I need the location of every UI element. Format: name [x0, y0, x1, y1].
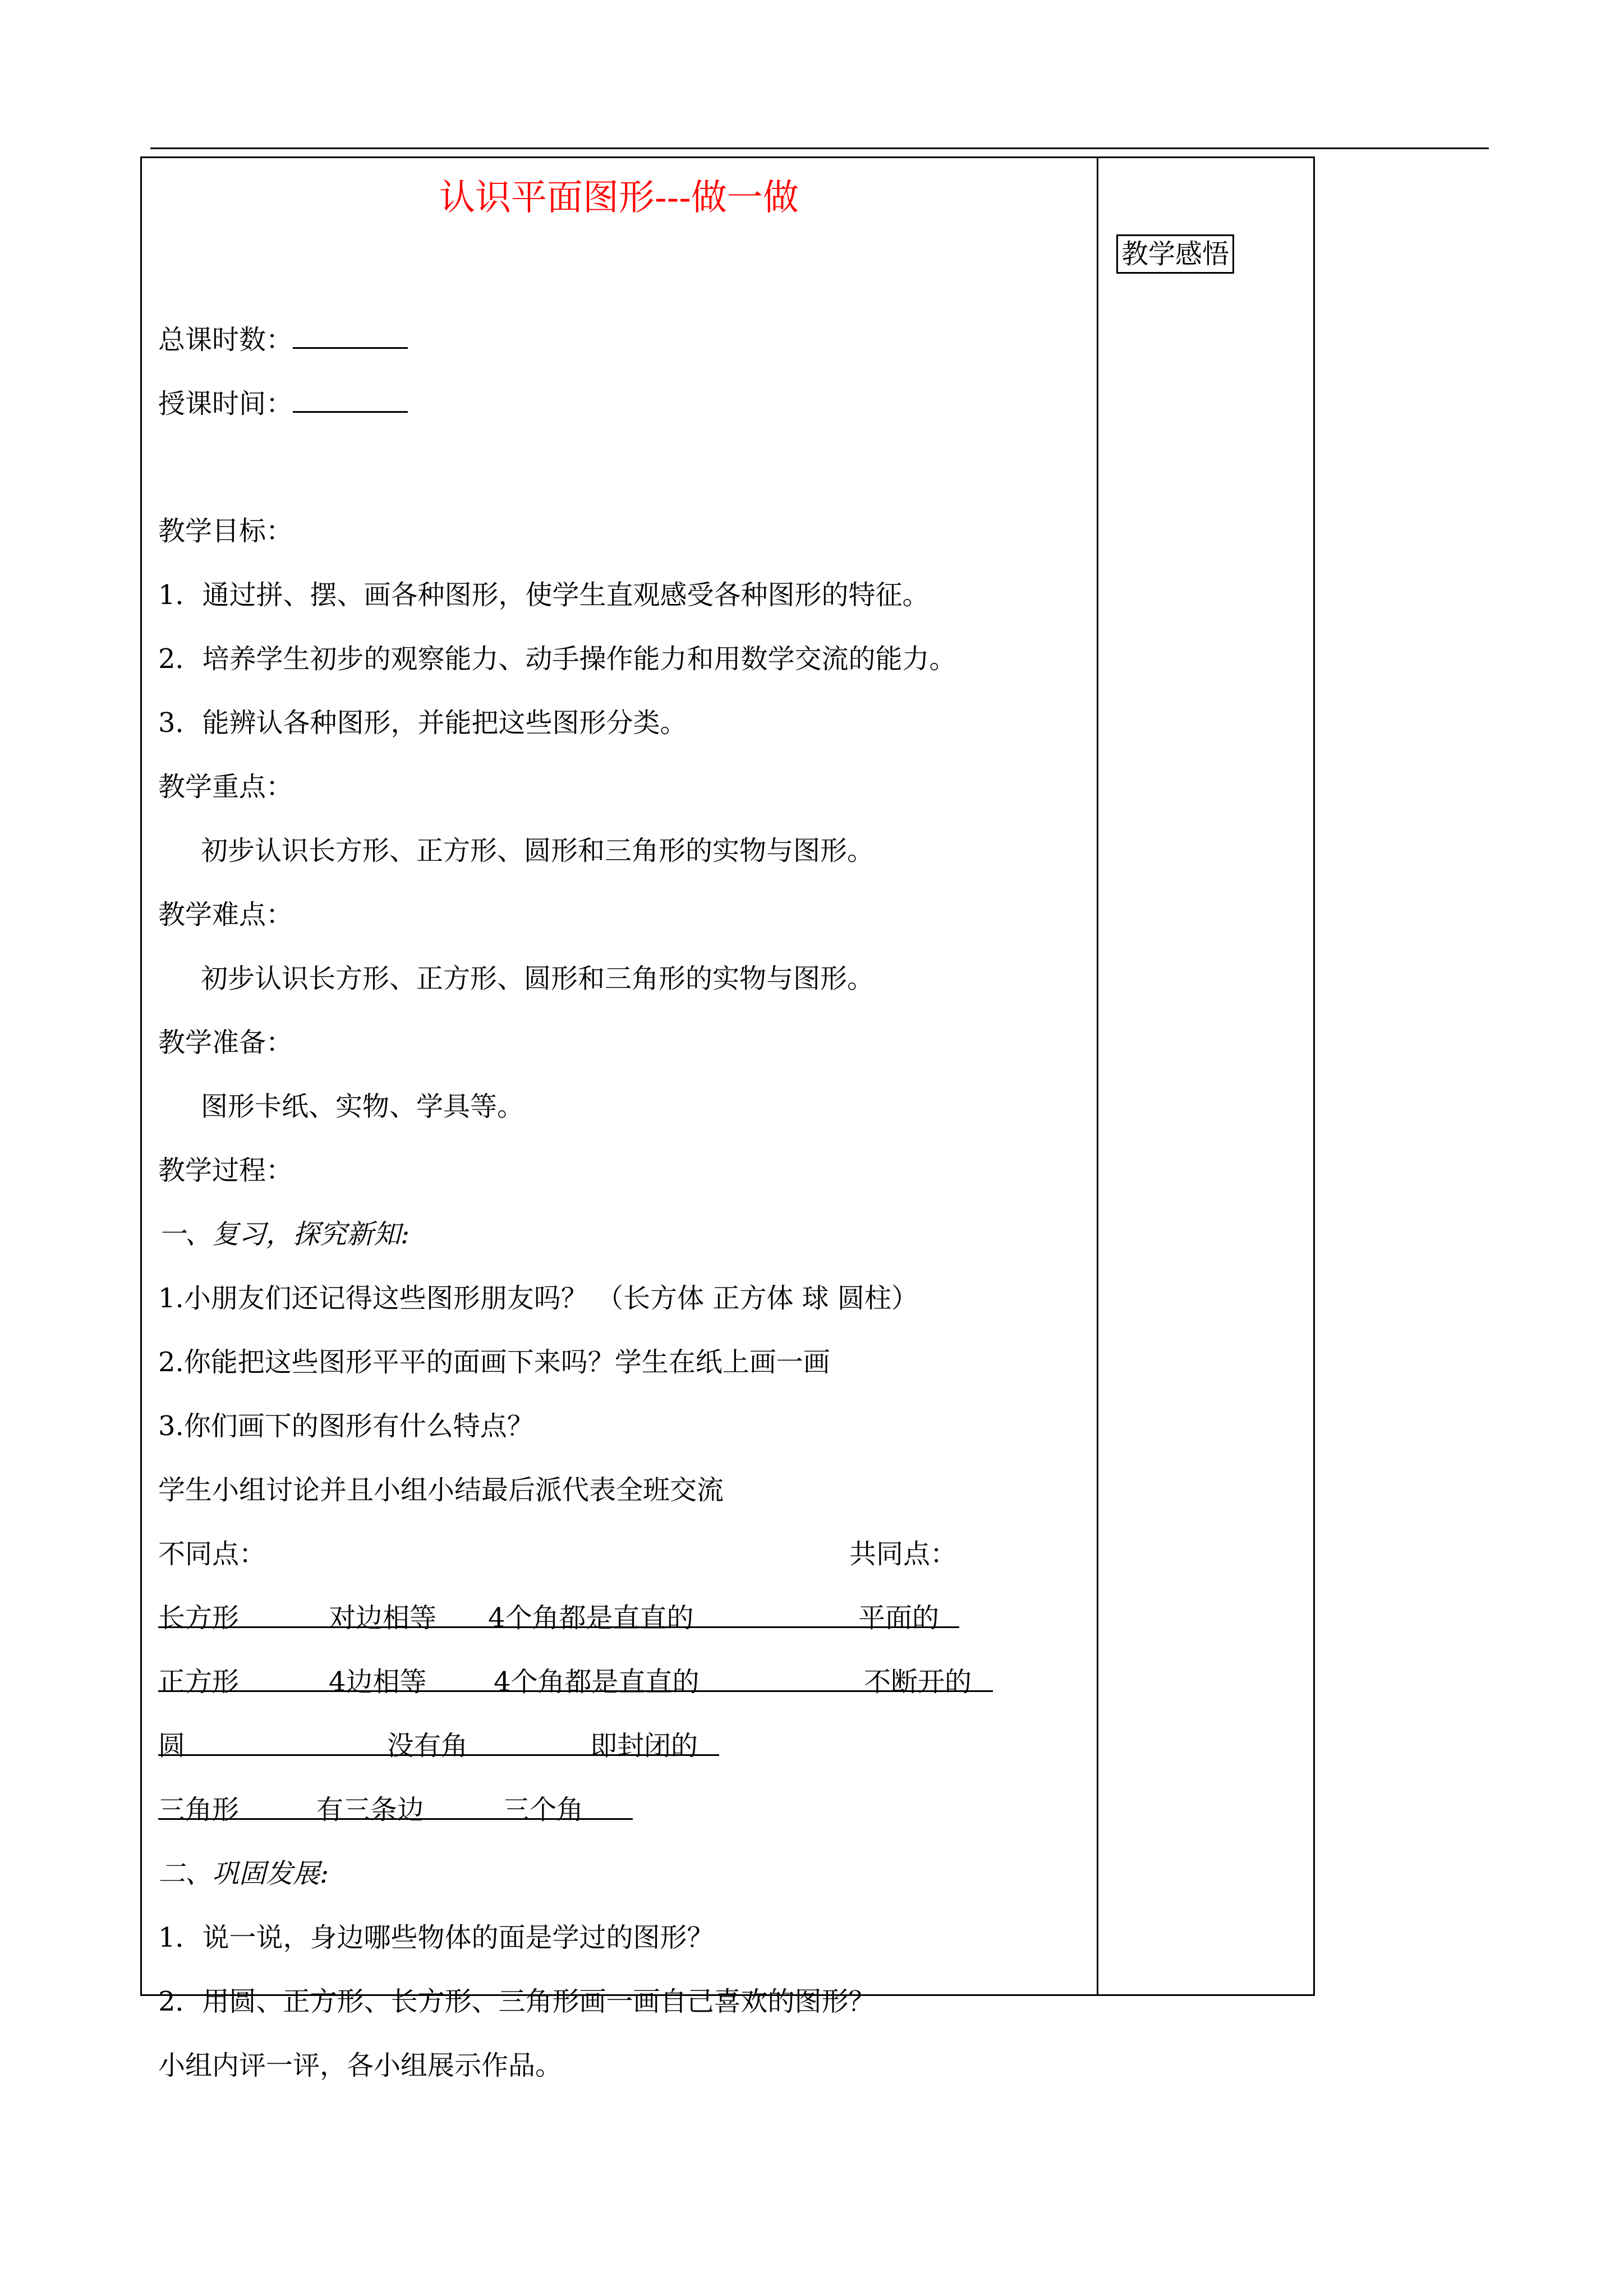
closing-note: 小组内评一评，各小组展示作品。 — [158, 2050, 563, 2081]
shape-edges: 有三条边 — [316, 1794, 425, 1825]
lesson-table — [140, 156, 1315, 1996]
common-label: 共同点： — [849, 1538, 958, 1570]
process-step: 1.小朋友们还记得这些图形朋友吗？ （长方体 正方体 球 圆柱） — [158, 1283, 918, 1314]
shape-name: 圆 — [158, 1730, 186, 1762]
practice-step: 1．说一说，身边哪些物体的面是学过的图形？ — [158, 1922, 714, 1953]
key-points-heading: 教学重点： — [158, 771, 293, 803]
shape-name: 正方形 — [158, 1666, 240, 1698]
total-hours-row — [158, 322, 408, 357]
teach-time-label: 授课时间： — [158, 388, 293, 419]
section1-heading: 一、复习，探究新知: — [158, 1219, 410, 1250]
difficulties-text: 初步认识长方形、正方形、圆形和三角形的实物与图形。 — [201, 963, 875, 994]
process-step: 3.你们画下的图形有什么特点？ — [158, 1410, 534, 1442]
teach-time-row — [158, 386, 408, 421]
shape-angles: 4个角都是直直的 — [494, 1666, 700, 1698]
total-hours-label: 总课时数： — [158, 324, 293, 356]
difficulties-heading: 教学难点： — [158, 899, 293, 930]
practice-step: 2．用圆、正方形、长方形、三角形画一画自己喜欢的图形？ — [158, 1986, 876, 2017]
objective-item: 3．能辨认各种图形，并能把这些图形分类。 — [158, 707, 687, 739]
column-divider — [1097, 156, 1098, 1996]
page-title: 认识平面图形---做一做 — [439, 177, 799, 219]
objectives-heading: 教学目标： — [158, 515, 293, 547]
key-points-text: 初步认识长方形、正方形、圆形和三角形的实物与图形。 — [201, 835, 875, 866]
shape-edges: 4边相等 — [329, 1666, 427, 1698]
common-feature: 平面的 — [858, 1602, 940, 1634]
shape-angles: 三个角 — [503, 1794, 584, 1825]
objective-item: 1．通过拼、摆、画各种图形，使学生直观感受各种图形的特征。 — [158, 579, 930, 611]
process-heading: 教学过程： — [158, 1155, 293, 1186]
process-step: 2.你能把这些图形平平的面画下来吗？学生在纸上画一画 — [158, 1347, 830, 1378]
common-feature: 不断开的 — [864, 1666, 972, 1698]
section2-heading: 二、巩固发展: — [158, 1858, 329, 1889]
objective-item: 2．培养学生初步的观察能力、动手操作能力和用数学交流的能力。 — [158, 643, 956, 675]
shape-angles: 4个角都是直直的 — [488, 1602, 694, 1634]
total-hours-blank — [293, 322, 408, 349]
header-rule — [150, 147, 1489, 149]
teach-time-blank — [293, 386, 408, 413]
group-note: 学生小组讨论并且小组小结最后派代表全班交流 — [158, 1474, 724, 1506]
shape-name: 长方形 — [158, 1602, 240, 1634]
preparation-heading: 教学准备： — [158, 1027, 293, 1058]
differences-label: 不同点： — [158, 1538, 266, 1570]
shape-edges: 对边相等 — [329, 1602, 437, 1634]
shape-edges: 没有角 — [387, 1730, 468, 1762]
shape-name: 三角形 — [158, 1794, 240, 1825]
reflection-label: 教学感悟 — [1116, 234, 1234, 274]
preparation-text: 图形卡纸、实物、学具等。 — [201, 1091, 525, 1122]
common-feature: 即封闭的 — [590, 1730, 698, 1762]
